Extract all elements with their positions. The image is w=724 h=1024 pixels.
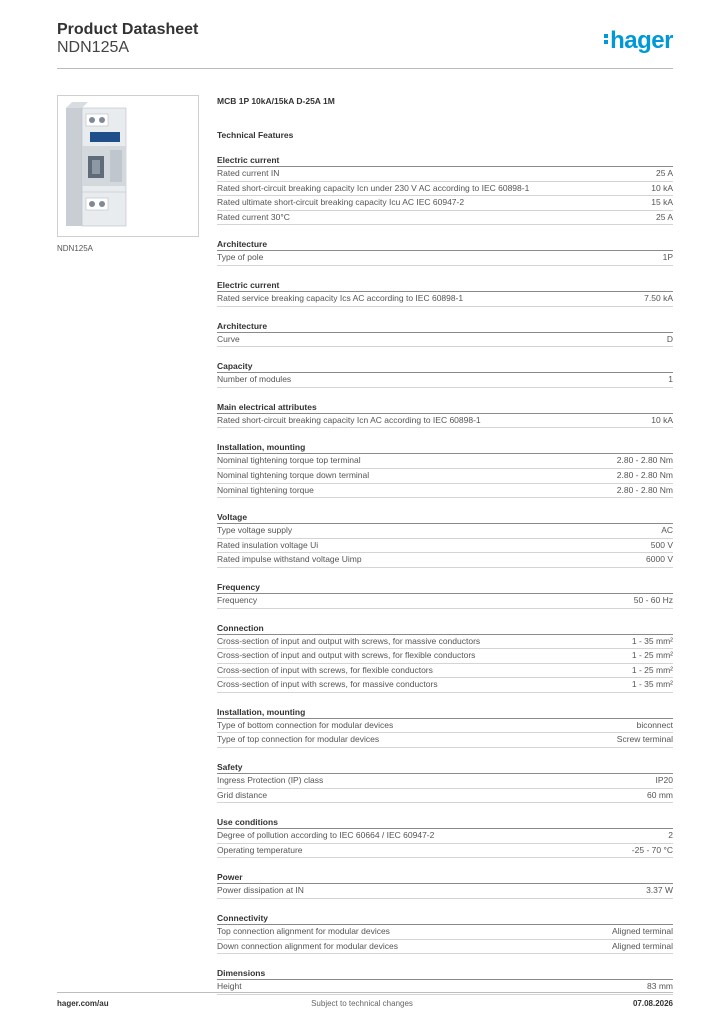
spec-label: Nominal tightening torque [217, 484, 314, 495]
image-caption: NDN125A [57, 244, 94, 253]
spec-value: 10 kA [651, 414, 673, 425]
group-heading: Installation, mounting [217, 706, 673, 719]
spec-row [217, 635, 673, 650]
spec-value: biconnect [636, 719, 673, 730]
feature-group [217, 441, 673, 498]
feature-group [217, 816, 673, 858]
group-heading: Architecture [217, 238, 673, 251]
spec-value: 6000 V [646, 554, 673, 565]
feature-group [217, 706, 673, 748]
spec-row [217, 553, 673, 568]
page-title: Product Datasheet [57, 21, 199, 38]
spec-row [217, 469, 673, 484]
logo-colon-icon [604, 32, 609, 46]
spec-row [217, 539, 673, 554]
feature-group [217, 401, 673, 429]
group-heading: Installation, mounting [217, 441, 673, 454]
footer-website: hager.com/au [57, 999, 109, 1008]
group-heading: Use conditions [217, 816, 673, 829]
group-heading: Main electrical attributes [217, 401, 673, 414]
product-code: NDN125A [57, 39, 130, 56]
feature-group [217, 871, 673, 899]
spec-label: Type voltage supply [217, 525, 293, 536]
spec-value: 1 - 25 mm² [631, 664, 673, 675]
spec-value: 2.80 - 2.80 Nm [616, 484, 673, 495]
spec-value: 1 - 35 mm² [631, 679, 673, 690]
logo-text: hager [610, 27, 673, 54]
group-heading: Power [217, 871, 673, 884]
spec-value: 3.37 W [646, 885, 673, 896]
spec-value: 1 - 25 mm² [631, 650, 673, 661]
spec-row [217, 292, 673, 307]
group-heading: Safety [217, 761, 673, 774]
spec-label: Rated current 30°C [217, 211, 290, 222]
group-heading: Voltage [217, 511, 673, 524]
spec-label: Number of modules [217, 374, 292, 385]
spec-value: 10 kA [651, 182, 673, 193]
footer-disclaimer: Subject to technical changes [311, 999, 413, 1008]
features-heading: Technical Features [217, 130, 294, 140]
spec-row [217, 211, 673, 226]
spec-row [217, 774, 673, 789]
spec-label: Cross-section of input with screws, for massive conductors [217, 679, 438, 690]
feature-group [217, 360, 673, 388]
spec-row [217, 484, 673, 499]
spec-label: Rated impulse withstand voltage Uimp [217, 554, 362, 565]
spec-label: Power dissipation at IN [217, 885, 304, 896]
spec-label: Top connection alignment for modular devices [217, 926, 390, 937]
spec-label: Cross-section of input with screws, for flexible conductors [217, 664, 433, 675]
spec-label: Grid distance [217, 789, 268, 800]
spec-row [217, 373, 673, 388]
spec-label: Down connection alignment for modular devices [217, 940, 398, 951]
spec-label: Ingress Protection (IP) class [217, 775, 324, 786]
group-heading: Frequency [217, 581, 673, 594]
header-divider [57, 68, 673, 69]
spec-row [217, 524, 673, 539]
spec-row [217, 925, 673, 940]
feature-group [217, 154, 673, 225]
spec-row [217, 454, 673, 469]
spec-row [217, 829, 673, 844]
spec-row [217, 196, 673, 211]
spec-value: 25 A [655, 168, 673, 178]
spec-label: Rated current IN [217, 168, 280, 178]
spec-value: 500 V [650, 539, 673, 550]
feature-group [217, 761, 673, 803]
feature-group [217, 967, 673, 995]
feature-group [217, 622, 673, 693]
spec-label: Rated ultimate short-circuit breaking capacity Icu AC IEC 60947-2 [217, 197, 465, 208]
spec-label: Type of pole [217, 252, 264, 263]
spec-label: Degree of pollution according to IEC 60664 / IEC 60947-2 [217, 830, 435, 841]
group-heading: Architecture [217, 320, 673, 333]
spec-row [217, 940, 673, 955]
feature-groups [217, 154, 673, 995]
spec-value: 83 mm [647, 981, 673, 992]
spec-row [217, 414, 673, 429]
spec-value: AC [661, 525, 673, 536]
spec-row [217, 167, 673, 182]
spec-label: Rated service breaking capacity Ics AC according to IEC 60898-1 [217, 292, 464, 303]
spec-value: 25 A [655, 211, 673, 222]
group-heading: Electric current [217, 154, 673, 167]
group-heading: Dimensions [217, 967, 673, 980]
spec-label: Type of bottom connection for modular devices [217, 719, 394, 730]
spec-value: 2 [668, 830, 673, 841]
spec-label: Cross-section of input and output with screws, for flexible conductors [217, 650, 476, 661]
group-heading: Capacity [217, 360, 673, 373]
spec-row [217, 664, 673, 679]
spec-label: Frequency [217, 594, 258, 605]
circuit-breaker-illustration [58, 96, 198, 236]
group-heading: Connectivity [217, 912, 673, 925]
datasheet-content [217, 96, 673, 995]
spec-value: 50 - 60 Hz [633, 594, 673, 605]
spec-value: Aligned terminal [612, 940, 673, 951]
spec-value: 15 kA [651, 197, 673, 208]
spec-value: 1P [662, 252, 673, 263]
feature-group [217, 320, 673, 348]
spec-row [217, 649, 673, 664]
spec-label: Operating temperature [217, 844, 303, 855]
spec-row [217, 251, 673, 266]
feature-group [217, 581, 673, 609]
spec-value: 1 [668, 374, 673, 385]
spec-row [217, 594, 673, 609]
spec-value: IP20 [655, 775, 673, 786]
spec-value: 60 mm [647, 789, 673, 800]
footer-divider [57, 992, 673, 993]
spec-row [217, 333, 673, 348]
spec-row [217, 884, 673, 899]
footer-date: 07.08.2026 [632, 999, 673, 1008]
spec-label: Nominal tightening torque down terminal [217, 469, 370, 480]
spec-label: Nominal tightening torque top terminal [217, 455, 361, 466]
spec-value: 2.80 - 2.80 Nm [616, 469, 673, 480]
spec-value: Screw terminal [616, 734, 673, 745]
spec-row [217, 789, 673, 804]
product-name: MCB 1P 10kA/15kA D-25A 1M [217, 96, 335, 106]
spec-value: -25 - 70 °C [631, 844, 673, 855]
feature-group [217, 279, 673, 307]
spec-row [217, 182, 673, 197]
spec-row [217, 719, 673, 734]
spec-label: Height [217, 981, 242, 992]
spec-label: Rated short-circuit breaking capacity Icn AC according to IEC 60898-1 [217, 414, 481, 425]
hager-logo [604, 27, 673, 55]
feature-group [217, 912, 673, 954]
spec-row [217, 678, 673, 693]
spec-value: 7.50 kA [644, 292, 673, 303]
feature-group [217, 511, 673, 568]
spec-value: 1 - 35 mm² [631, 635, 673, 646]
spec-label: Rated insulation voltage Ui [217, 539, 319, 550]
spec-value: 2.80 - 2.80 Nm [616, 455, 673, 466]
group-heading: Connection [217, 622, 673, 635]
spec-value: Aligned terminal [612, 926, 673, 937]
product-image [57, 95, 199, 237]
spec-value: D [666, 333, 673, 344]
group-heading: Electric current [217, 279, 673, 292]
spec-label: Type of top connection for modular devices [217, 734, 380, 745]
spec-label: Curve [217, 333, 240, 344]
spec-row [217, 844, 673, 859]
spec-label: Cross-section of input and output with screws, for massive conductors [217, 635, 481, 646]
spec-label: Rated short-circuit breaking capacity Icn under 230 V AC according to IEC 60898-1 [217, 182, 530, 193]
feature-group [217, 238, 673, 266]
spec-row [217, 733, 673, 748]
